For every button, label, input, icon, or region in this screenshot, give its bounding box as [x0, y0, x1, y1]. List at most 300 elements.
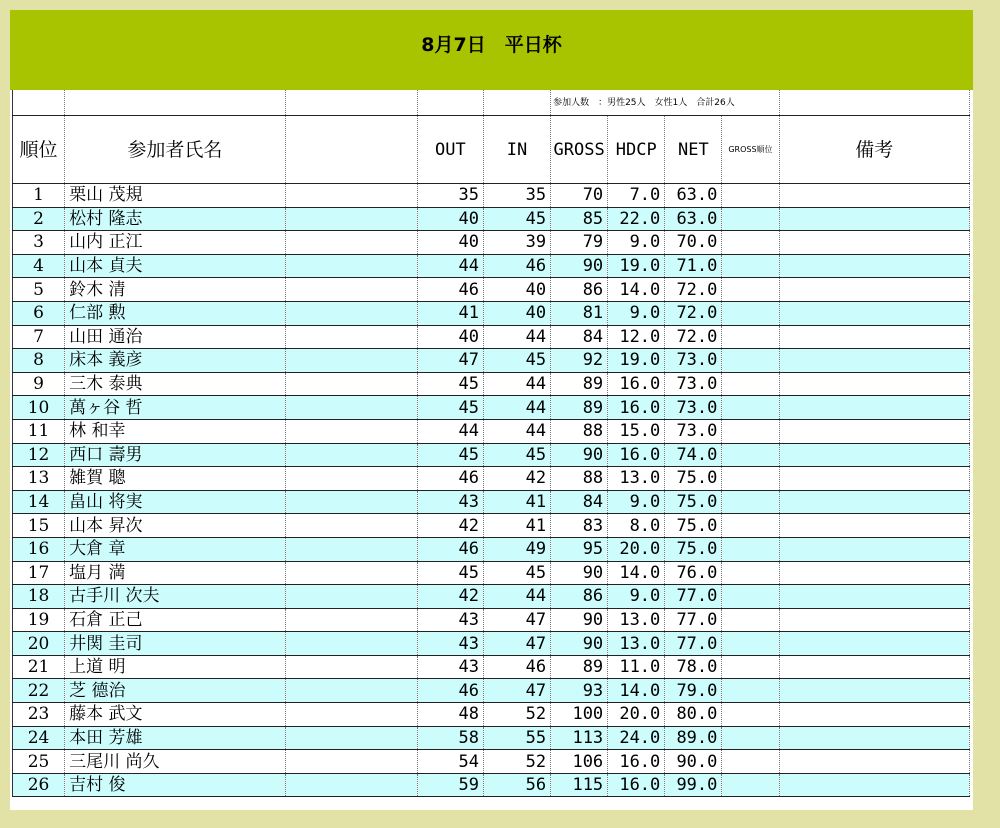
table-row [13, 349, 970, 373]
remarks-cell [779, 372, 969, 396]
gross-rank-cell [722, 537, 779, 561]
in-cell: 45 [483, 561, 550, 585]
rank-cell: 13 [13, 467, 65, 491]
rank-cell: 14 [13, 490, 65, 514]
header-gross-rank: GROSS順位 [722, 116, 779, 184]
blank-cell [285, 608, 417, 632]
rank-cell: 4 [13, 254, 65, 278]
gross-cell: 90 [551, 443, 608, 467]
out-cell: 40 [417, 207, 483, 231]
in-cell: 47 [483, 632, 550, 656]
name-cell: 雑賀 聰 [65, 467, 285, 491]
name-cell: 萬ヶ谷 哲 [65, 396, 285, 420]
remarks-cell [779, 773, 969, 797]
net-cell: 77.0 [665, 632, 722, 656]
net-cell: 75.0 [665, 467, 722, 491]
table-row [13, 254, 970, 278]
net-cell: 73.0 [665, 372, 722, 396]
in-cell: 44 [483, 372, 550, 396]
blank-cell [285, 655, 417, 679]
net-cell: 71.0 [665, 254, 722, 278]
gross-cell: 86 [551, 278, 608, 302]
out-cell: 47 [417, 349, 483, 373]
remarks-cell [779, 254, 969, 278]
out-cell: 41 [417, 301, 483, 325]
in-cell: 47 [483, 679, 550, 703]
rank-cell: 6 [13, 301, 65, 325]
blank-cell [285, 679, 417, 703]
gross-cell: 81 [551, 301, 608, 325]
in-cell: 39 [483, 231, 550, 255]
remarks-cell [779, 349, 969, 373]
table-row [13, 773, 970, 797]
remarks-cell [779, 655, 969, 679]
out-cell: 43 [417, 655, 483, 679]
rank-cell: 3 [13, 231, 65, 255]
blank-cell [285, 773, 417, 797]
gross-rank-cell [722, 231, 779, 255]
name-cell: 栗山 茂規 [65, 184, 285, 208]
blank-cell [285, 750, 417, 774]
remarks-cell [779, 490, 969, 514]
gross-rank-cell [722, 703, 779, 727]
name-cell: 山田 通治 [65, 325, 285, 349]
hdcp-cell: 16.0 [608, 372, 665, 396]
rank-cell: 1 [13, 184, 65, 208]
gross-rank-cell [722, 490, 779, 514]
net-cell: 73.0 [665, 396, 722, 420]
out-cell: 42 [417, 585, 483, 609]
table-row [13, 655, 970, 679]
net-cell: 75.0 [665, 537, 722, 561]
net-cell: 77.0 [665, 585, 722, 609]
table-row [13, 231, 970, 255]
name-cell: 古手川 次夫 [65, 585, 285, 609]
table-row [13, 372, 970, 396]
in-cell: 45 [483, 349, 550, 373]
gross-rank-cell [722, 632, 779, 656]
hdcp-cell: 19.0 [608, 349, 665, 373]
header-remarks: 備考 [779, 116, 969, 184]
hdcp-cell: 20.0 [608, 537, 665, 561]
in-cell: 35 [483, 184, 550, 208]
gross-cell: 86 [551, 585, 608, 609]
table-row [13, 443, 970, 467]
hdcp-cell: 13.0 [608, 608, 665, 632]
out-cell: 44 [417, 419, 483, 443]
hdcp-cell: 9.0 [608, 301, 665, 325]
name-cell: 山本 昇次 [65, 514, 285, 538]
remarks-cell [779, 537, 969, 561]
remarks-cell [779, 608, 969, 632]
rank-cell: 25 [13, 750, 65, 774]
gross-cell: 84 [551, 490, 608, 514]
blank-cell [285, 467, 417, 491]
remarks-cell [779, 726, 969, 750]
blank-cell [285, 325, 417, 349]
net-cell: 72.0 [665, 301, 722, 325]
out-cell: 45 [417, 443, 483, 467]
gross-cell: 95 [551, 537, 608, 561]
results-sheet [10, 10, 973, 810]
blank-cell [285, 632, 417, 656]
table-row [13, 301, 970, 325]
net-cell: 90.0 [665, 750, 722, 774]
table-row [13, 514, 970, 538]
gross-rank-cell [722, 561, 779, 585]
rank-cell: 24 [13, 726, 65, 750]
rank-cell: 12 [13, 443, 65, 467]
net-cell: 74.0 [665, 443, 722, 467]
out-cell: 40 [417, 231, 483, 255]
name-cell: 三尾川 尚久 [65, 750, 285, 774]
rank-cell: 5 [13, 278, 65, 302]
out-cell: 40 [417, 325, 483, 349]
gross-rank-cell [722, 278, 779, 302]
out-cell: 45 [417, 561, 483, 585]
in-cell: 52 [483, 703, 550, 727]
gross-rank-cell [722, 467, 779, 491]
hdcp-cell: 20.0 [608, 703, 665, 727]
out-cell: 43 [417, 608, 483, 632]
blank-cell [285, 490, 417, 514]
gross-cell: 89 [551, 396, 608, 420]
name-cell: 大倉 章 [65, 537, 285, 561]
out-cell: 45 [417, 396, 483, 420]
blank-cell [285, 231, 417, 255]
net-cell: 73.0 [665, 419, 722, 443]
remarks-cell [779, 301, 969, 325]
remarks-cell [779, 467, 969, 491]
blank-cell [285, 703, 417, 727]
blank-cell [285, 396, 417, 420]
blank-cell [285, 254, 417, 278]
name-cell: 井関 圭司 [65, 632, 285, 656]
name-cell: 床本 義彦 [65, 349, 285, 373]
name-cell: 本田 芳雄 [65, 726, 285, 750]
blank-cell [285, 726, 417, 750]
gross-rank-cell [722, 679, 779, 703]
net-cell: 78.0 [665, 655, 722, 679]
table-row [13, 561, 970, 585]
in-cell: 52 [483, 750, 550, 774]
remarks-cell [779, 207, 969, 231]
net-cell: 72.0 [665, 325, 722, 349]
table-row [13, 184, 970, 208]
hdcp-cell: 15.0 [608, 419, 665, 443]
net-cell: 72.0 [665, 278, 722, 302]
gross-cell: 100 [551, 703, 608, 727]
in-cell: 44 [483, 396, 550, 420]
name-cell: 吉村 俊 [65, 773, 285, 797]
net-cell: 89.0 [665, 726, 722, 750]
remarks-cell [779, 750, 969, 774]
net-cell: 99.0 [665, 773, 722, 797]
gross-rank-cell [722, 207, 779, 231]
in-cell: 40 [483, 301, 550, 325]
name-cell: 西口 壽男 [65, 443, 285, 467]
table-row [13, 726, 970, 750]
header-name: 参加者氏名 [65, 116, 285, 184]
name-cell: 鈴木 清 [65, 278, 285, 302]
gross-rank-cell [722, 608, 779, 632]
hdcp-cell: 9.0 [608, 231, 665, 255]
gross-rank-cell [722, 655, 779, 679]
gross-rank-cell [722, 325, 779, 349]
header-rank: 順位 [13, 116, 65, 184]
name-cell: 畠山 将実 [65, 490, 285, 514]
table-row [13, 396, 970, 420]
name-cell: 藤本 武文 [65, 703, 285, 727]
net-cell: 75.0 [665, 514, 722, 538]
hdcp-cell: 16.0 [608, 750, 665, 774]
blank-cell [285, 349, 417, 373]
rank-cell: 9 [13, 372, 65, 396]
header-spacer [285, 116, 417, 184]
remarks-cell [779, 514, 969, 538]
out-cell: 59 [417, 773, 483, 797]
table-row [13, 632, 970, 656]
hdcp-cell: 12.0 [608, 325, 665, 349]
blank-cell [285, 419, 417, 443]
remarks-cell [779, 679, 969, 703]
hdcp-cell: 14.0 [608, 278, 665, 302]
name-cell: 芝 德治 [65, 679, 285, 703]
gross-cell: 106 [551, 750, 608, 774]
header-net: NET [665, 116, 722, 184]
gross-cell: 90 [551, 632, 608, 656]
blank-cell [285, 561, 417, 585]
out-cell: 46 [417, 679, 483, 703]
gross-rank-cell [722, 254, 779, 278]
table-row [13, 419, 970, 443]
header-out: OUT [417, 116, 483, 184]
net-cell: 70.0 [665, 231, 722, 255]
remarks-cell [779, 278, 969, 302]
gross-rank-cell [722, 585, 779, 609]
in-cell: 44 [483, 419, 550, 443]
rank-cell: 21 [13, 655, 65, 679]
gross-rank-cell [722, 372, 779, 396]
remarks-cell [779, 231, 969, 255]
name-cell: 石倉 正己 [65, 608, 285, 632]
out-cell: 54 [417, 750, 483, 774]
hdcp-cell: 16.0 [608, 396, 665, 420]
gross-cell: 113 [551, 726, 608, 750]
remarks-cell [779, 419, 969, 443]
rank-cell: 10 [13, 396, 65, 420]
out-cell: 43 [417, 490, 483, 514]
gross-cell: 89 [551, 372, 608, 396]
gross-cell: 92 [551, 349, 608, 373]
in-cell: 55 [483, 726, 550, 750]
out-cell: 46 [417, 537, 483, 561]
table-row [13, 585, 970, 609]
name-cell: 林 和幸 [65, 419, 285, 443]
hdcp-cell: 11.0 [608, 655, 665, 679]
name-cell: 三木 泰典 [65, 372, 285, 396]
hdcp-cell: 24.0 [608, 726, 665, 750]
remarks-cell [779, 585, 969, 609]
header-hdcp: HDCP [608, 116, 665, 184]
hdcp-cell: 9.0 [608, 490, 665, 514]
remarks-cell [779, 703, 969, 727]
remarks-cell [779, 443, 969, 467]
out-cell: 46 [417, 278, 483, 302]
header-in: IN [483, 116, 550, 184]
blank-cell [285, 372, 417, 396]
gross-cell: 90 [551, 608, 608, 632]
title-bar [10, 10, 973, 90]
gross-rank-cell [722, 443, 779, 467]
in-cell: 40 [483, 278, 550, 302]
in-cell: 44 [483, 325, 550, 349]
net-cell: 79.0 [665, 679, 722, 703]
page-title: 8月7日 平日杯 [421, 33, 562, 56]
rank-cell: 18 [13, 585, 65, 609]
hdcp-cell: 14.0 [608, 561, 665, 585]
gross-rank-cell [722, 184, 779, 208]
blank-cell [285, 514, 417, 538]
table-row [13, 608, 970, 632]
net-cell: 80.0 [665, 703, 722, 727]
in-cell: 46 [483, 254, 550, 278]
blank-cell [285, 184, 417, 208]
gross-rank-cell [722, 750, 779, 774]
rank-cell: 11 [13, 419, 65, 443]
table-row [13, 679, 970, 703]
blank-cell [285, 585, 417, 609]
blank-cell [285, 443, 417, 467]
gross-cell: 90 [551, 254, 608, 278]
blank-cell [285, 301, 417, 325]
in-cell: 41 [483, 514, 550, 538]
rank-cell: 7 [13, 325, 65, 349]
net-cell: 77.0 [665, 608, 722, 632]
participants-note: 参加人数 ：男性25人 女性1人 合計26人 [551, 90, 779, 116]
info-row [13, 90, 970, 116]
rank-cell: 23 [13, 703, 65, 727]
out-cell: 45 [417, 372, 483, 396]
in-cell: 44 [483, 585, 550, 609]
blank-cell [285, 207, 417, 231]
hdcp-cell: 7.0 [608, 184, 665, 208]
gross-cell: 88 [551, 419, 608, 443]
gross-rank-cell [722, 301, 779, 325]
out-cell: 58 [417, 726, 483, 750]
out-cell: 42 [417, 514, 483, 538]
gross-cell: 70 [551, 184, 608, 208]
name-cell: 松村 隆志 [65, 207, 285, 231]
out-cell: 44 [417, 254, 483, 278]
hdcp-cell: 22.0 [608, 207, 665, 231]
out-cell: 35 [417, 184, 483, 208]
in-cell: 45 [483, 443, 550, 467]
in-cell: 56 [483, 773, 550, 797]
remarks-cell [779, 561, 969, 585]
results-table [12, 90, 970, 797]
hdcp-cell: 16.0 [608, 773, 665, 797]
net-cell: 63.0 [665, 184, 722, 208]
table-row [13, 278, 970, 302]
table-row [13, 537, 970, 561]
name-cell: 仁部 勲 [65, 301, 285, 325]
gross-rank-cell [722, 396, 779, 420]
gross-rank-cell [722, 514, 779, 538]
name-cell: 塩月 満 [65, 561, 285, 585]
gross-cell: 88 [551, 467, 608, 491]
name-cell: 上道 明 [65, 655, 285, 679]
header-gross: GROSS [551, 116, 608, 184]
hdcp-cell: 13.0 [608, 632, 665, 656]
out-cell: 46 [417, 467, 483, 491]
gross-rank-cell [722, 419, 779, 443]
gross-cell: 85 [551, 207, 608, 231]
gross-cell: 79 [551, 231, 608, 255]
table-row [13, 490, 970, 514]
net-cell: 73.0 [665, 349, 722, 373]
hdcp-cell: 9.0 [608, 585, 665, 609]
name-cell: 山本 貞夫 [65, 254, 285, 278]
hdcp-cell: 8.0 [608, 514, 665, 538]
table-row [13, 703, 970, 727]
hdcp-cell: 19.0 [608, 254, 665, 278]
table-row [13, 467, 970, 491]
rank-cell: 19 [13, 608, 65, 632]
name-cell: 山内 正江 [65, 231, 285, 255]
in-cell: 41 [483, 490, 550, 514]
rank-cell: 22 [13, 679, 65, 703]
gross-cell: 83 [551, 514, 608, 538]
in-cell: 47 [483, 608, 550, 632]
rank-cell: 2 [13, 207, 65, 231]
table-row [13, 325, 970, 349]
gross-cell: 115 [551, 773, 608, 797]
out-cell: 43 [417, 632, 483, 656]
hdcp-cell: 14.0 [608, 679, 665, 703]
gross-cell: 89 [551, 655, 608, 679]
rank-cell: 8 [13, 349, 65, 373]
blank-cell [285, 537, 417, 561]
in-cell: 45 [483, 207, 550, 231]
rank-cell: 17 [13, 561, 65, 585]
in-cell: 42 [483, 467, 550, 491]
table-row [13, 750, 970, 774]
gross-cell: 84 [551, 325, 608, 349]
header-row [13, 116, 970, 184]
net-cell: 75.0 [665, 490, 722, 514]
rank-cell: 15 [13, 514, 65, 538]
gross-cell: 93 [551, 679, 608, 703]
gross-rank-cell [722, 773, 779, 797]
blank-cell [285, 278, 417, 302]
in-cell: 49 [483, 537, 550, 561]
remarks-cell [779, 396, 969, 420]
out-cell: 48 [417, 703, 483, 727]
table-row [13, 207, 970, 231]
hdcp-cell: 13.0 [608, 467, 665, 491]
in-cell: 46 [483, 655, 550, 679]
hdcp-cell: 16.0 [608, 443, 665, 467]
net-cell: 76.0 [665, 561, 722, 585]
rank-cell: 20 [13, 632, 65, 656]
remarks-cell [779, 632, 969, 656]
rank-cell: 16 [13, 537, 65, 561]
gross-rank-cell [722, 349, 779, 373]
gross-cell: 90 [551, 561, 608, 585]
gross-rank-cell [722, 726, 779, 750]
remarks-cell [779, 184, 969, 208]
